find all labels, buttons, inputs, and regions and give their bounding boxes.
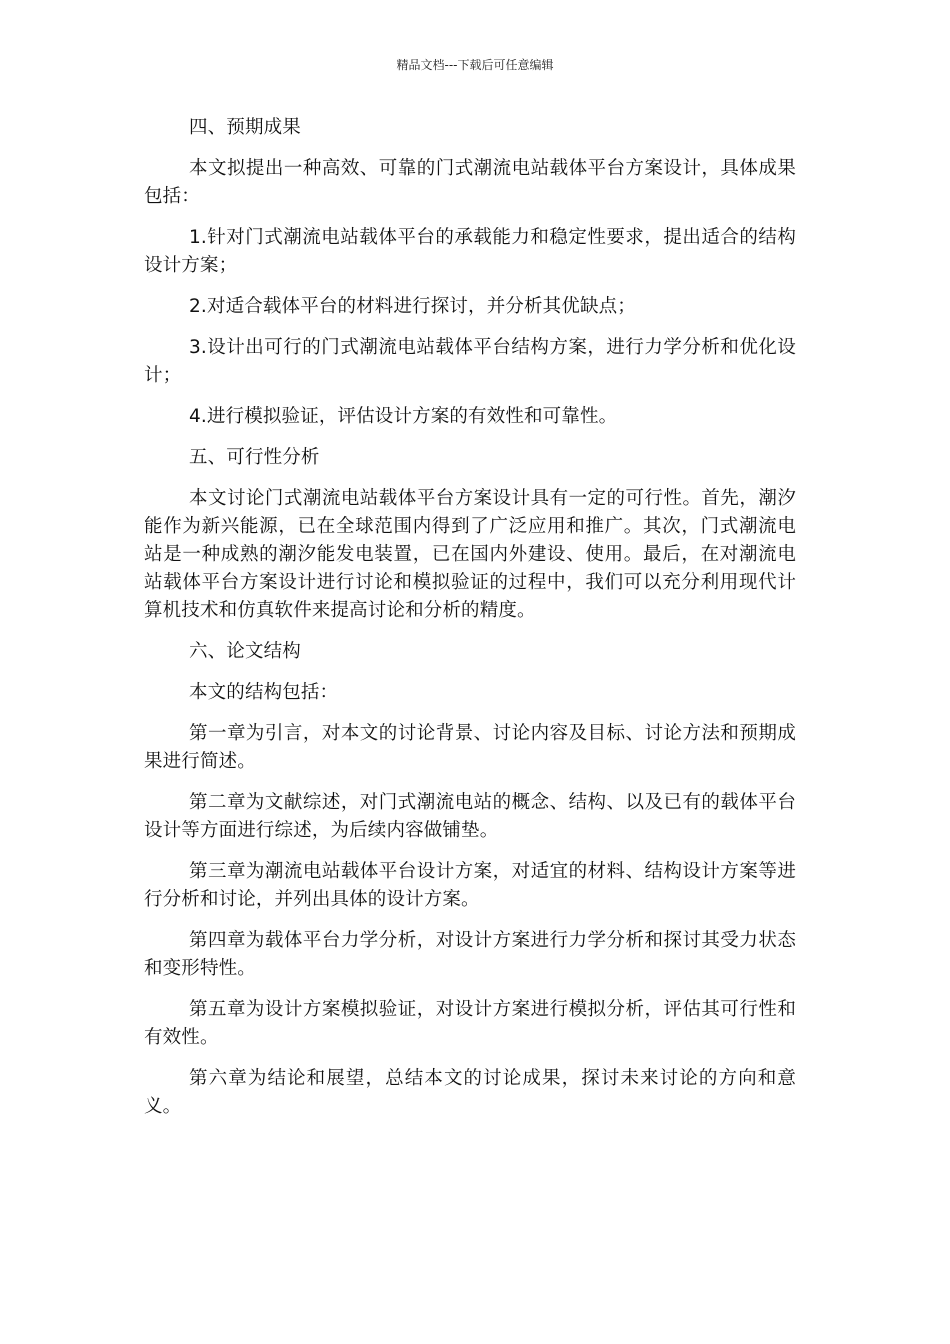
list-item: 4.进行模拟验证，评估设计方案的有效性和可靠性。 bbox=[189, 406, 618, 427]
page-header: 精品文档---下载后可任意编辑 bbox=[396, 58, 554, 72]
list-item: 1.针对门式潮流电站载体平台的承载能力和稳定性要求，提出适合的结构设计方案； bbox=[144, 227, 796, 276]
document-body bbox=[144, 114, 796, 1134]
chapter-description: 第二章为文献综述，对门式潮流电站的概念、结构、以及已有的载体平台设计等方面进行综述，为后续内容做铺垫。 bbox=[144, 792, 796, 841]
chapter-description: 第一章为引言，对本文的讨论背景、讨论内容及目标、讨论方法和预期成果进行简述。 bbox=[144, 723, 796, 772]
section-heading-feasibility: 五、可行性分析 bbox=[189, 447, 320, 468]
section-heading-thesis-structure: 六、论文结构 bbox=[189, 641, 301, 662]
paragraph: 本文拟提出一种高效、可靠的门式潮流电站载体平台方案设计，具体成果包括： bbox=[144, 158, 796, 207]
chapter-description: 第六章为结论和展望，总结本文的讨论成果，探讨未来讨论的方向和意义。 bbox=[144, 1068, 796, 1117]
chapter-description: 第四章为载体平台力学分析，对设计方案进行力学分析和探讨其受力状态和变形特性。 bbox=[144, 930, 796, 979]
chapter-description: 第五章为设计方案模拟验证，对设计方案进行模拟分析，评估其可行性和有效性。 bbox=[144, 999, 796, 1048]
paragraph: 本文的结构包括： bbox=[189, 682, 339, 703]
list-item: 3.设计出可行的门式潮流电站载体平台结构方案，进行力学分析和优化设计； bbox=[144, 337, 796, 386]
list-item: 2.对适合载体平台的材料进行探讨，并分析其优缺点； bbox=[189, 296, 636, 317]
paragraph: 本文讨论门式潮流电站载体平台方案设计具有一定的可行性。首先，潮汐能作为新兴能源，已在全球范围内得到了广泛应用和推广。其次，门式潮流电站是一种成熟的潮汐能发电装置，已在国内外建设、使用。最后，在对潮流电站载体平台方案设计进行讨论和模拟验证的过程中，我们可以充分利用现代计算机技术和仿真软件来提高讨论和分析的精度。 bbox=[144, 488, 796, 621]
section-heading-expected-results: 四、预期成果 bbox=[189, 117, 301, 138]
chapter-description: 第三章为潮流电站载体平台设计方案，对适宜的材料、结构设计方案等进行分析和讨论，并列出具体的设计方案。 bbox=[144, 861, 796, 910]
